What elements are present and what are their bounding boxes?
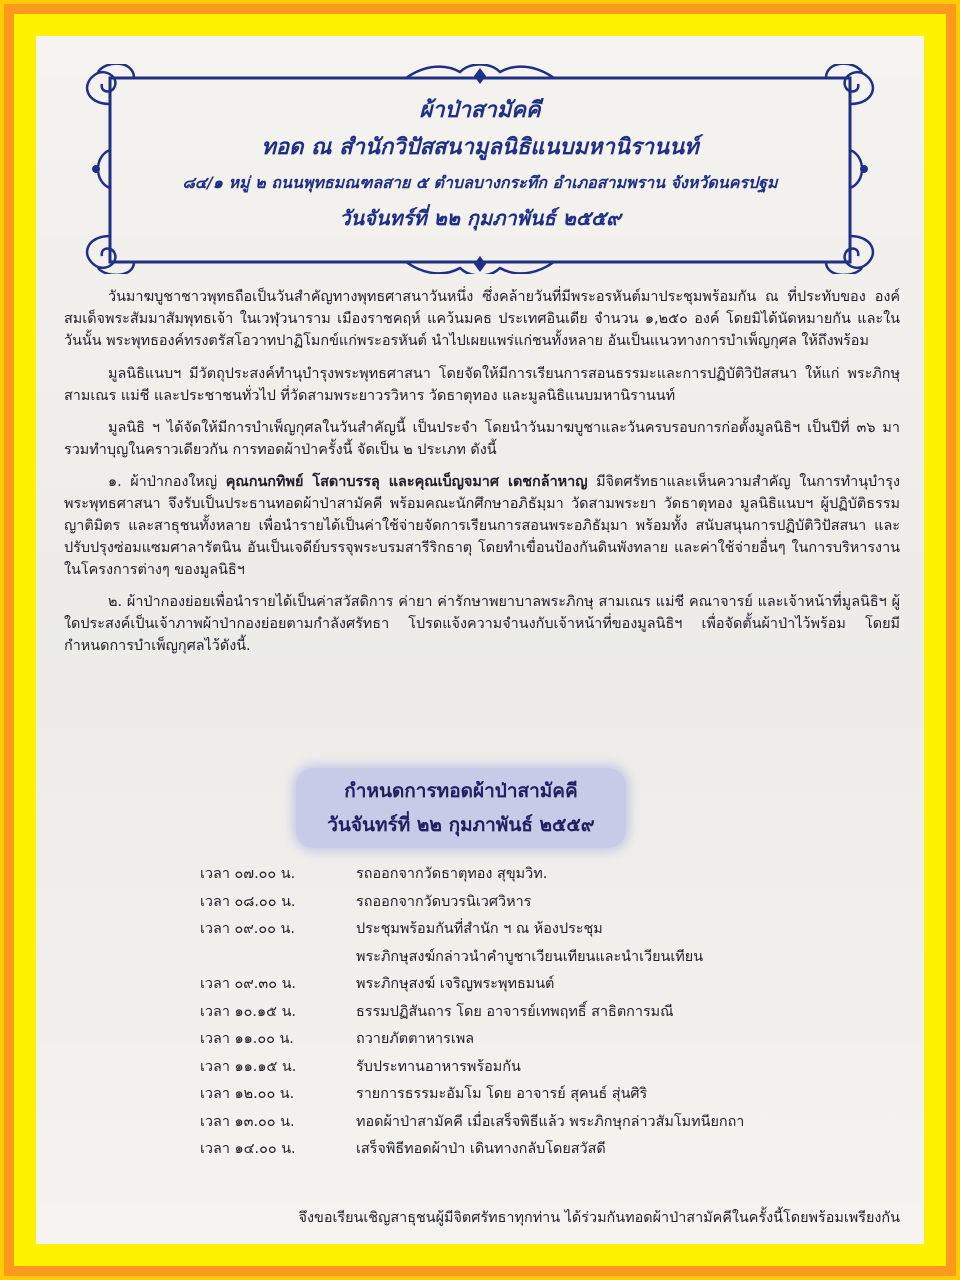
- document-page: [36, 36, 924, 1244]
- schedule-activity: รายการธรรมะอัมโม โดย อาจารย์ สุคนธ์ สุ่นศิริ: [356, 1086, 648, 1102]
- schedule-row: [200, 1000, 880, 1028]
- schedule-row: [200, 1055, 880, 1083]
- schedule-row: [200, 972, 880, 1000]
- schedule-activity: เสร็จพิธีทอดผ้าป่า เดินทางกลับโดยสวัสดี: [356, 1141, 606, 1157]
- schedule-time: เวลา ๑๑.๐๐ น.: [200, 1031, 294, 1047]
- schedule-time: เวลา ๑๑.๑๕ น.: [200, 1058, 297, 1075]
- schedule-row: [200, 1110, 880, 1138]
- paragraph-sub-donation: ๒. ผ้าป่ากองย่อยเพื่อนำรายได้เป็นค่าสวัสดิการ ค่ายา ค่ารักษาพยาบาลพระภิกษุ สามเณร แม่ชี คณาจารย์ และเจ้าหน้าที่มูลนิธิฯ ผู้ใดประสงค์เป็นเจ้าภาพผ้าป่ากองย่อยตามกำลังศรัทธา โปรดแจ้งความจำนงกับเจ้าหน้าที่ของมูลนิธิฯ เพื่อจัดตั้นผ้าป่าไว้พร้อม โดยมีกำหนดการบำเพ็ญกุศลไว้ดังนี้.: [64, 594, 900, 654]
- schedule-time: เวลา ๐๙.๓๐ น.: [200, 976, 296, 992]
- header-date: วันจันทร์ที่ ๒๒ กุมภาพันธ์ ๒๕๕๙: [339, 206, 621, 230]
- paragraph-makha-bucha: วันมาฆบูชาชาวพุทธถือเป็นวันสำคัญทางพุทธศาสนาวันหนึ่ง ซึ่งคล้ายวันที่มีพระอรหันต์มาประชุมพร้อมกัน ณ ที่ประทับของ องค์สมเด็จพระสัมมาสัมพุทธเจ้า ในเวฬุวนาราม เมืองราชคฤห์ แคว้นมคธ ประเทศอินเดีย จำนวน ๑,๒๕๐ องค์ โดยมิได้นัดหมายกัน และในวันนั้น พระพุทธองค์ทรงตรัสโอวาทปาฏิโมกข์แก่พระอรหันต์ นำไปเผยแพร่แก่ชนทั้งหลาย อันเป็นแนวทางการบำเพ็ญกุศล ให้ถึงพร้อม: [64, 289, 900, 349]
- document-body: [64, 286, 900, 667]
- schedule-activity: รถออกจากวัดธาตุทอง สุขุมวิท.: [356, 866, 548, 882]
- schedule-time: เวลา ๑๓.๐๐ น.: [200, 1113, 295, 1130]
- paragraph-ceremony-intro: มูลนิธิ ฯ ได้จัดให้มีการบำเพ็ญกุศลในวันสำคัญนี้ เป็นประจำ โดยนำวันมาฆบูชาและวันครบรอบการก่อตั้งมูลนิธิฯ เป็นปีที่ ๓๖ มารวมทำบุญในคราวเดียวกัน การทอดผ้าป่าครั้งนี้ จัดเป็น ๒ ประเภท ดังนี้: [64, 420, 900, 458]
- schedule-time: เวลา ๑๐.๑๕ น.: [200, 1003, 296, 1020]
- schedule-row: [200, 890, 880, 918]
- item-1-label: ๑. ผ้าป่ากองใหญ่: [108, 474, 226, 490]
- schedule-time: เวลา ๑๒.๐๐ น.: [200, 1086, 295, 1102]
- schedule-time: เวลา ๐๘.๐๐ น.: [200, 893, 296, 910]
- schedule-list: [200, 862, 880, 1165]
- schedule-row: [200, 945, 880, 973]
- schedule-activity: รับประทานอาหารพร้อมกัน: [356, 1058, 521, 1075]
- host-names: คุณกนกทิพย์ โสดาบรรลุ และคุณเบ็ญจมาศ เดชกล้าหาญ: [225, 474, 588, 490]
- schedule-time: เวลา ๑๔.๐๐ น.: [200, 1141, 296, 1157]
- header-address: ๘๔/๑ หมู่ ๒ ถนนพุทธมณฑลสาย ๕ ตำบลบางกระทึก อำเภอสามพราน จังหวัดนครปฐม: [182, 173, 778, 192]
- schedule-row: [200, 862, 880, 890]
- closing-invitation: จึงขอเรียนเชิญสาธุชนผู้มีจิตศรัทธาทุกท่าน ได้ร่วมกันทอดผ้าป่าสามัคคีในครั้งนี้โดยพร้อมเพรียงกัน: [298, 1210, 900, 1226]
- schedule-activity: ธรรมปฏิสันถาร โดย อาจารย์เทพฤทธิ์ สาธิตการมณี: [356, 1003, 674, 1020]
- schedule-activity: พระภิกษุสงฆ์กล่าวนำคำบูชาเวียนเทียนและนำเวียนเทียน: [356, 948, 704, 965]
- paragraph-main-donation: [64, 471, 900, 581]
- schedule-date: วันจันทร์ที่ ๒๒ กุมภาพันธ์ ๒๕๕๙: [327, 814, 595, 836]
- schedule-activity: พระภิกษุสงฆ์ เจริญพระพุทธมนต์: [356, 976, 555, 992]
- header-title: ผ้าป่าสามัคคี: [419, 97, 541, 123]
- paragraph-foundation-purpose: มูลนิธิแนบฯ มีวัตถุประสงค์ทำนุบำรุงพระพุทธศาสนา โดยจัดให้มีการเรียนการสอนธรรมะและการปฏิบัติวิปัสสนา ให้แก่ พระภิกษุ สามเณร แม่ชี และประชาชนทั่วไป ที่วัดสามพระยาวรวิหาร วัดธาตุทอง และมูลนิธิแนบมหานิรานนท์: [64, 366, 900, 404]
- schedule-activity: ทอดผ้าป่าสามัคคี เมื่อเสร็จพิธีแล้ว พระภิกษุกล่าวสัมโมทนียกถา: [356, 1113, 745, 1130]
- schedule-activity: ประชุมพร้อมกันที่สำนัก ฯ ณ ห้องประชุม: [356, 921, 603, 937]
- schedule-activity: รถออกจากวัดบวรนิเวศวิหาร: [356, 893, 532, 910]
- schedule-row: [200, 917, 880, 945]
- schedule-row: [200, 1027, 880, 1055]
- schedule-time: เวลา ๐๙.๐๐ น.: [200, 921, 295, 937]
- schedule-row: [200, 1137, 880, 1165]
- schedule-row: [200, 1082, 880, 1110]
- header-location: ทอด ณ สำนักวิปัสสนามูลนิธิแนบมหานิรานนท์: [261, 134, 699, 160]
- schedule-activity: ถวายภัตตาหารเพล: [356, 1031, 475, 1047]
- schedule-time: เวลา ๐๗.๐๐ น.: [200, 866, 296, 882]
- item-1-text: มีจิตศรัทธาและเห็นความสำคัญ ในการทำนุบำรุงพระพุทธศาสนา จึงรับเป็นประธานทอดผ้าป่าสามัคคี พร้อมคณะนักศึกษาอภิธัมฺมา วัดสามพระยา วัดธาตุทอง มูลนิธิแนบฯ ผู้ปฏิบัติธรรม ญาติมิตร และสาธุชนทั้งหลาย เพื่อนำรายได้เป็นค่าใช้จ่ายจัดการเรียนการสอนพระอภิธัมฺมา พร้อมทั้ง สนับสนุนการปฏิบัติวิปัสสนา และปรับปรุงซ่อมแซมศาลารัตนิน อันเป็นเจดีย์บรรจุพระบรมสารีริกธาตุ โดยทำเขื่อนป้องกันดินพังทลาย และค่าใช้จ่ายอื่นๆ ในการบริหารงาน ในโครงการต่างๆ ของมูลนิธิฯ: [64, 474, 900, 578]
- schedule-title-box: [296, 768, 626, 848]
- schedule-title: กำหนดการทอดผ้าป่าสามัคคี: [344, 780, 578, 802]
- header-title-block: [76, 92, 884, 236]
- header-ornament-frame: [76, 64, 884, 274]
